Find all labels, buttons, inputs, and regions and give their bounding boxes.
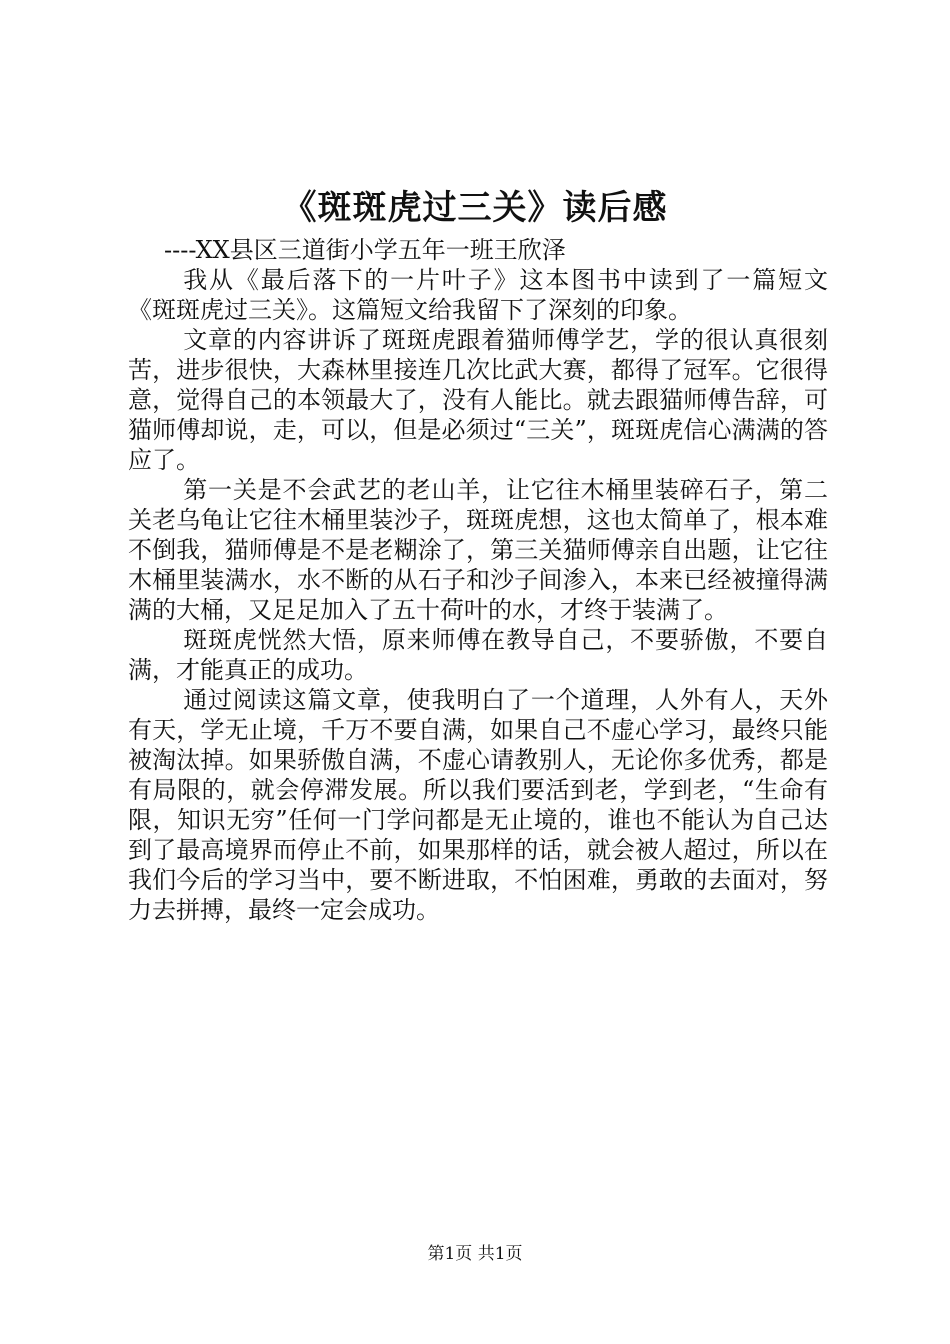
document-title: 《斑斑虎过三关》读后感 [282, 188, 668, 228]
paragraph-4: 斑斑虎恍然大悟，原来师傅在教导自己，不要骄傲，不要自满，才能真正的成功。 [128, 626, 828, 684]
page-footer: 第1页 共1页 [427, 1244, 523, 1264]
paragraph-3: 第一关是不会武艺的老山羊，让它往木桶里装碎石子，第二关老乌龟让它往木桶里装沙子，斑斑虎想，这也太简单了，根本难不倒我，猫师傅是不是老糊涂了，第三关猫师傅亲自出题，让它往木桶里装满水，水不断的从石子和沙子间渗入，本来已经被撞得满满的大桶，又足足加入了五十荷叶的水，才终于装满了。 [128, 476, 828, 624]
author-line: ----XX县区三道街小学五年一班王欣泽 [164, 236, 566, 264]
paragraph-5: 通过阅读这篇文章，使我明白了一个道理，人外有人，天外有天，学无止境，千万不要自满，如果自己不虚心学习，最终只能被淘汰掉。如果骄傲自满，不虚心请教别人，无论你多优秀，都是有局限的，就会停滞发展。所以我们要活到老，学到老，“生命有限，知识无穷”任何一门学问都是无止境的，谁也不能认为自己达到了最高境界而停止不前，如果那样的话，就会被人超过，所以在我们今后的学习当中，要不断进取，不怕困难，勇敢的去面对，努力去拼搏，最终一定会成功。 [128, 686, 828, 924]
paragraph-1: 我从《最后落下的一片叶子》这本图书中读到了一篇短文《斑斑虎过三关》。这篇短文给我留下了深刻的印象。 [128, 266, 828, 324]
paragraph-2: 文章的内容讲诉了斑斑虎跟着猫师傅学艺，学的很认真很刻苦，进步很快，大森林里接连几次比武大赛，都得了冠军。它很得意，觉得自己的本领最大了，没有人能比。就去跟猫师傅告辞，可猫师傅却说，走，可以，但是必须过“三关”，斑斑虎信心满满的答应了。 [128, 326, 828, 474]
document-body [128, 235, 828, 925]
